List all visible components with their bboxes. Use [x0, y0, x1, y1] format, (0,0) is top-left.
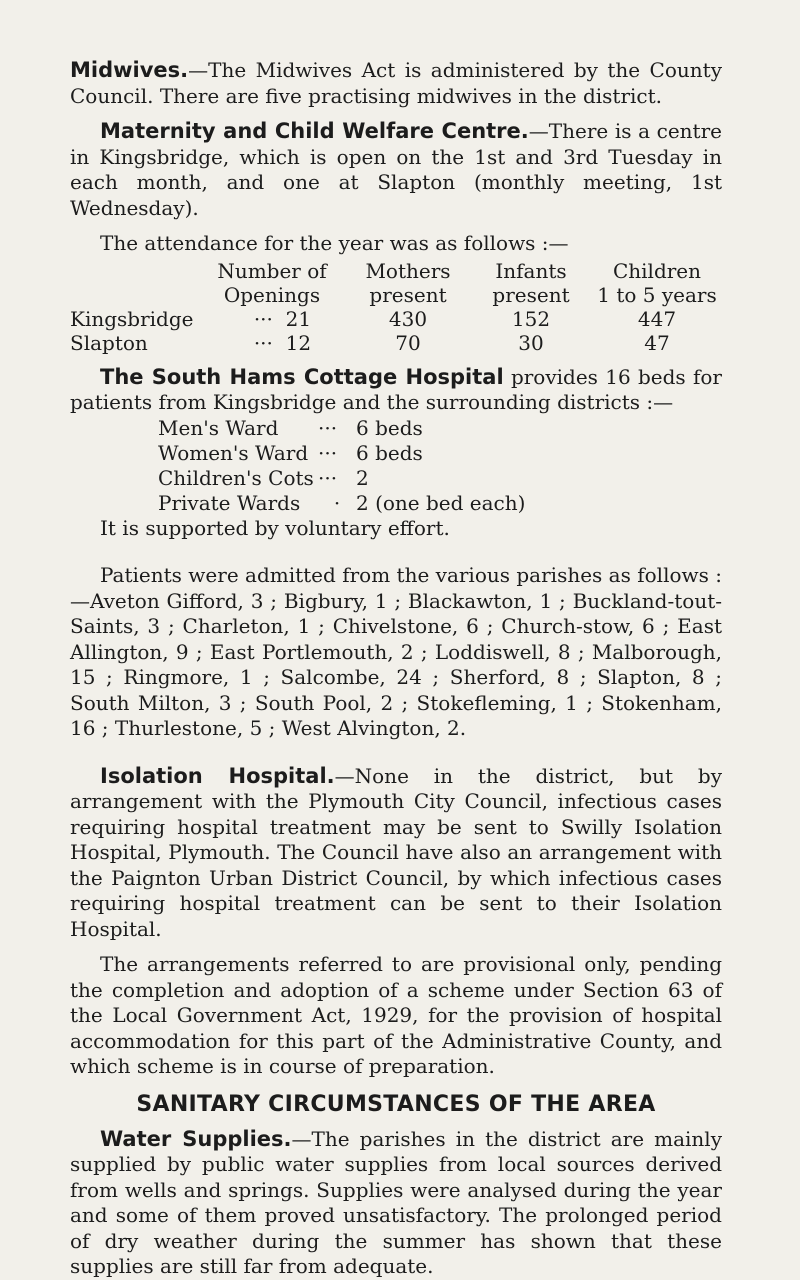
- header-openings: Number of Openings: [217, 258, 327, 307]
- table-row: Slapton ··· 12 70 30 47: [70, 330, 670, 355]
- list-item: Men's Ward ··· 6 beds: [158, 415, 423, 440]
- cottage-paragraph: [70, 365, 722, 416]
- row-name: Kingsbridge: [70, 306, 194, 331]
- midwives-text: —The Midwives Act is administered by the County Council. There are five practising midwives in the district.: [70, 58, 722, 108]
- isolation-heading: Isolation Hospital.: [100, 763, 335, 788]
- maternity-heading: Maternity and Child Welfare Centre.: [100, 119, 529, 143]
- attendance-intro: The attendance for the year was as follows :—: [100, 231, 569, 255]
- header-children: Children 1 to 5 years: [597, 258, 717, 307]
- midwives-heading: Midwives.: [70, 58, 189, 82]
- row-name: Slapton: [70, 330, 148, 355]
- list-item: Women's Ward ··· 6 beds: [158, 440, 423, 465]
- midwives-paragraph: [70, 58, 722, 109]
- cottage-text: provides 16 beds for patients from Kingsbridge and the surrounding districts :—: [70, 364, 722, 414]
- attendance-table: [70, 259, 722, 355]
- cottage-heading: The South Hams Cottage Hospital: [100, 364, 504, 389]
- isolation-text: —None in the district, but by arrangement with the Plymouth City Council, infectious cases requiring hospital treatment may be sent to Swilly Isolation Hospital, Plymouth. The Council have also an arrangement with the Paignton Urban District Council, by which infectious cases requiring hospital treatment can be sent to their Isolation Hospital.: [70, 763, 723, 941]
- maternity-text: —There is a centre in Kingsbridge, which is open on the 1st and 3rd Tuesday in each month, and one at Slapton (monthly meeting, 1st Wednesday).: [70, 119, 722, 220]
- ward-list: [158, 416, 722, 516]
- water-text: —The parishes in the district are mainly supplied by public water supplies from local sources derived from wells and springs. Supplies were analysed during the year and some of them proved unsatisfactory. The prolonged period of dry weather during the summer has shown that these supplies are still far from adequate.: [70, 1126, 722, 1278]
- support-line: It is supported by voluntary effort.: [100, 515, 450, 540]
- water-heading: Water Supplies.: [100, 1126, 292, 1151]
- isolation-paragraph: [70, 764, 722, 943]
- header-infants: Infants present: [492, 258, 570, 307]
- list-item: Private Wards · 2 (one bed each): [158, 490, 526, 515]
- list-item: Children's Cots ··· 2: [158, 465, 369, 490]
- parishes-paragraph: Patients were admitted from the various parishes as follows :—Aveton Gifford, 3 ; Bigbury, 1 ; Blackawton, 1 ; Buckland-tout-Saints, 3 ; Charleton, 1 ; Chivelstone, 6 ; Church-stow, 6 ; East Allington, 9 ; East Portlemouth, 2 ; Loddiswell, 8 ; Malborough, 15 ; Ringmore, 1 ; Salcombe, 24 ; Sherford, 8 ; Slapton, 8 ; South Milton, 3 ; South Pool, 2 ; Stokefleming, 1 ; Stokenham, 16 ; Thurlestone, 5 ; West Alvington, 2.: [70, 563, 722, 740]
- maternity-paragraph: [70, 119, 722, 221]
- sanitary-heading: SANITARY CIRCUMSTANCES OF THE AREA: [136, 1091, 656, 1117]
- attendance-header-row: [70, 259, 722, 307]
- table-row: Kingsbridge ··· 21 430 152 447: [70, 306, 677, 331]
- header-mothers: Mothers present: [365, 258, 451, 307]
- arrangements-paragraph: The arrangements referred to are provisional only, pending the completion and adoption of a scheme under Section 63 of the Local Government Act, 1929, for the provision of hospital accommodation for this part of the Administrative County, and which scheme is in course of preparation.: [70, 952, 722, 1078]
